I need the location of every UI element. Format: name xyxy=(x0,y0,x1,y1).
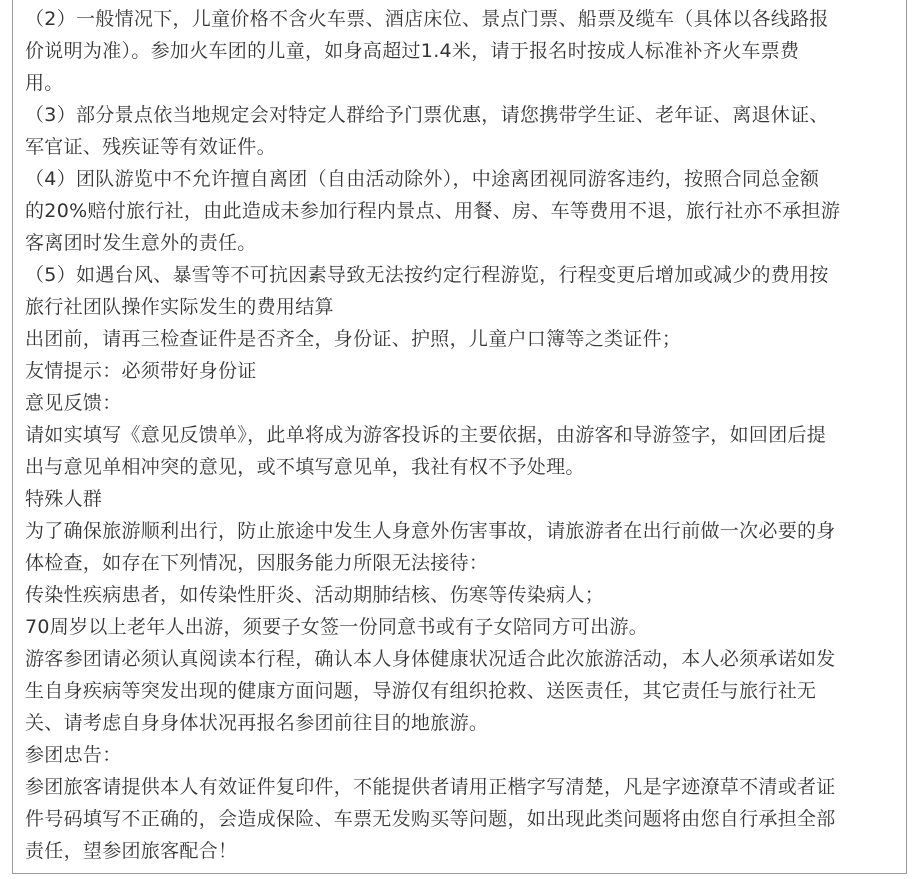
child-price-line-3: 用。 xyxy=(25,72,64,94)
advice-line-1: 参团旅客请提供本人有效证件复印件，不能提供者请用正楷字写清楚，凡是字迹潦草不清或者证 xyxy=(25,776,836,798)
leave-group-line-2: 的20%赔付旅行社，由此造成未参加行程内景点、用餐、房、车等费用不退，旅行社亦不承担游 xyxy=(25,200,841,222)
health-commitment-line-1: 游客参团请必须认真阅读本行程，确认本人身体健康状况适合此次旅游活动，本人必须承诺如发 xyxy=(25,648,836,670)
infectious-disease-line: 传染性疾病患者，如传染性肝炎、活动期肺结核、伤寒等传染病人； xyxy=(25,584,605,606)
special-groups-line-1: 为了确保旅游顺利出行，防止旅途中发生人身意外伤害事故，请旅游者在出行前做一次必要的身 xyxy=(25,520,836,542)
feedback-line-2: 出与意见单相冲突的意见，或不填写意见单，我社有权不予处理。 xyxy=(25,456,585,478)
ticket-discount-line-1: （3）部分景点依当地规定会对特定人群给予门票优惠，请您携带学生证、老年证、离退休证、 xyxy=(25,104,829,126)
health-commitment-line-2: 生自身疾病等突发出现的健康方面问题，导游仅有组织抢救、送医责任，其它责任与旅行社无 xyxy=(25,680,817,702)
force-majeure-line-2: 旅行社团队操作实际发生的费用结算 xyxy=(25,296,334,318)
feedback-line-1: 请如实填写《意见反馈单》，此单将成为游客投诉的主要依据，由游客和导游签字，如回团后提 xyxy=(25,424,827,446)
travel-notice-text xyxy=(25,3,900,867)
child-price-line-2: 价说明为准）。参加火车团的儿童，如身高超过1.4米，请于报名时按成人标准补齐火车票费 xyxy=(25,40,800,62)
force-majeure-line-1: （5）如遇台风、暴雪等不可抗因素导致无法按约定行程游览，行程变更后增加或减少的费用按 xyxy=(25,264,829,286)
health-commitment-line-3: 关、请考虑自身身体状况再报名参团前往目的地旅游。 xyxy=(25,712,489,734)
ticket-discount-line-2: 军官证、残疾证等有效证件。 xyxy=(25,136,276,158)
special-groups-line-2: 体检查，如存在下列情况，因服务能力所限无法接待： xyxy=(25,552,489,574)
special-groups-heading: 特殊人群 xyxy=(25,488,103,510)
advice-line-2: 件号码填写不正确的，会造成保险、车票无发购买等问题，如出现此类问题将由您自行承担全部 xyxy=(25,808,836,830)
feedback-heading: 意见反馈： xyxy=(25,392,122,414)
leave-group-line-1: （4）团队游览中不允许擅自离团（自由活动除外），中途离团视同游客违约，按照合同总金额 xyxy=(25,168,820,190)
child-price-line-1: （2）一般情况下，儿童价格不含火车票、酒店床位、景点门票、船票及缆车（具体以各线路报 xyxy=(25,8,829,30)
document-check-line: 出团前，请再三检查证件是否齐全，身份证、护照，儿童户口簿等之类证件； xyxy=(25,328,682,350)
leave-group-line-3: 客离团时发生意外的责任。 xyxy=(25,232,257,254)
advice-line-3: 责任，望参团旅客配合！ xyxy=(25,840,238,862)
advice-heading: 参团忠告： xyxy=(25,744,122,766)
elderly-line: 70周岁以上老年人出游，须要子女签一份同意书或有子女陪同方可出游。 xyxy=(25,616,649,638)
friendly-tip-line: 友情提示：必须带好身份证 xyxy=(25,360,257,382)
